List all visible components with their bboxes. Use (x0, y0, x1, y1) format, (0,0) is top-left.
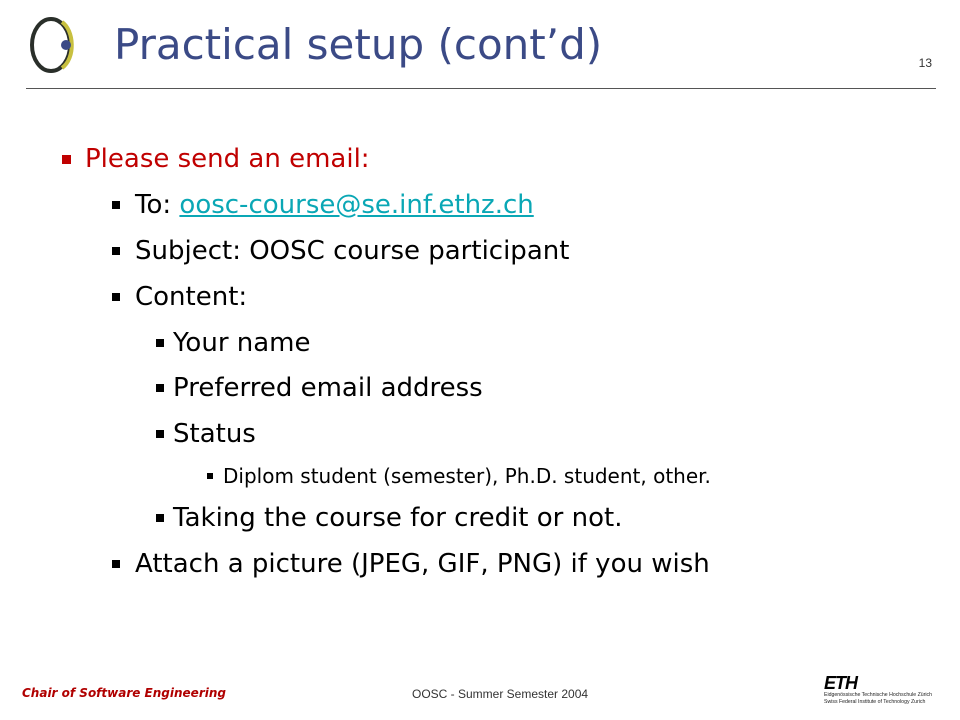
list-item-send-email (62, 144, 370, 174)
list-item-credit (156, 503, 622, 533)
subject-text: Subject: OOSC course participant (135, 236, 570, 266)
list-item-content (112, 282, 247, 312)
list-item-attach (112, 549, 710, 579)
footer-course: OOSC - Summer Semester 2004 (412, 687, 589, 701)
square-bullet-icon (156, 339, 164, 347)
list-item-subject (112, 236, 569, 266)
square-bullet-icon (112, 201, 120, 209)
square-bullet-icon (112, 293, 120, 301)
square-bullet-icon (207, 473, 213, 479)
list-item-your-name (156, 328, 311, 358)
status-text: Status (173, 419, 256, 449)
eth-logo-line2: Swiss Federal Institute of Technology Zurich (824, 699, 926, 705)
square-bullet-icon (62, 155, 71, 164)
eth-logo (824, 674, 944, 714)
square-bullet-icon (112, 247, 120, 255)
list-item-to (112, 190, 534, 220)
square-bullet-icon (156, 430, 164, 438)
square-bullet-icon (156, 384, 164, 392)
list-item-preferred-email (156, 373, 483, 403)
preferred-email-text: Preferred email address (173, 373, 483, 403)
eth-logo-wordmark: ETH (824, 673, 857, 693)
your-name-text: Your name (173, 328, 311, 358)
chair-logo-icon (22, 12, 86, 76)
title-divider (26, 88, 936, 89)
square-bullet-icon (156, 514, 164, 522)
attach-text: Attach a picture (JPEG, GIF, PNG) if you wish (135, 549, 710, 579)
list-item-status-detail (207, 464, 711, 488)
content-label: Content: (135, 282, 248, 312)
to-label: To: (135, 190, 180, 220)
slide-number: 13 (918, 56, 932, 70)
email-link[interactable]: oosc-course@se.inf.ethz.ch (179, 190, 534, 220)
footer-chair: Chair of Software Engineering (22, 686, 226, 700)
page-title: Practical setup (cont’d) (114, 20, 603, 69)
list-item-status (156, 419, 256, 449)
main-bullet-text: Please send an email: (85, 144, 370, 174)
square-bullet-icon (112, 560, 120, 568)
credit-text: Taking the course for credit or not. (173, 503, 623, 533)
eth-logo-line1: Eidgenössische Technische Hochschule Zürich (824, 692, 933, 698)
status-detail-text: Diplom student (semester), Ph.D. student, other. (223, 464, 711, 488)
